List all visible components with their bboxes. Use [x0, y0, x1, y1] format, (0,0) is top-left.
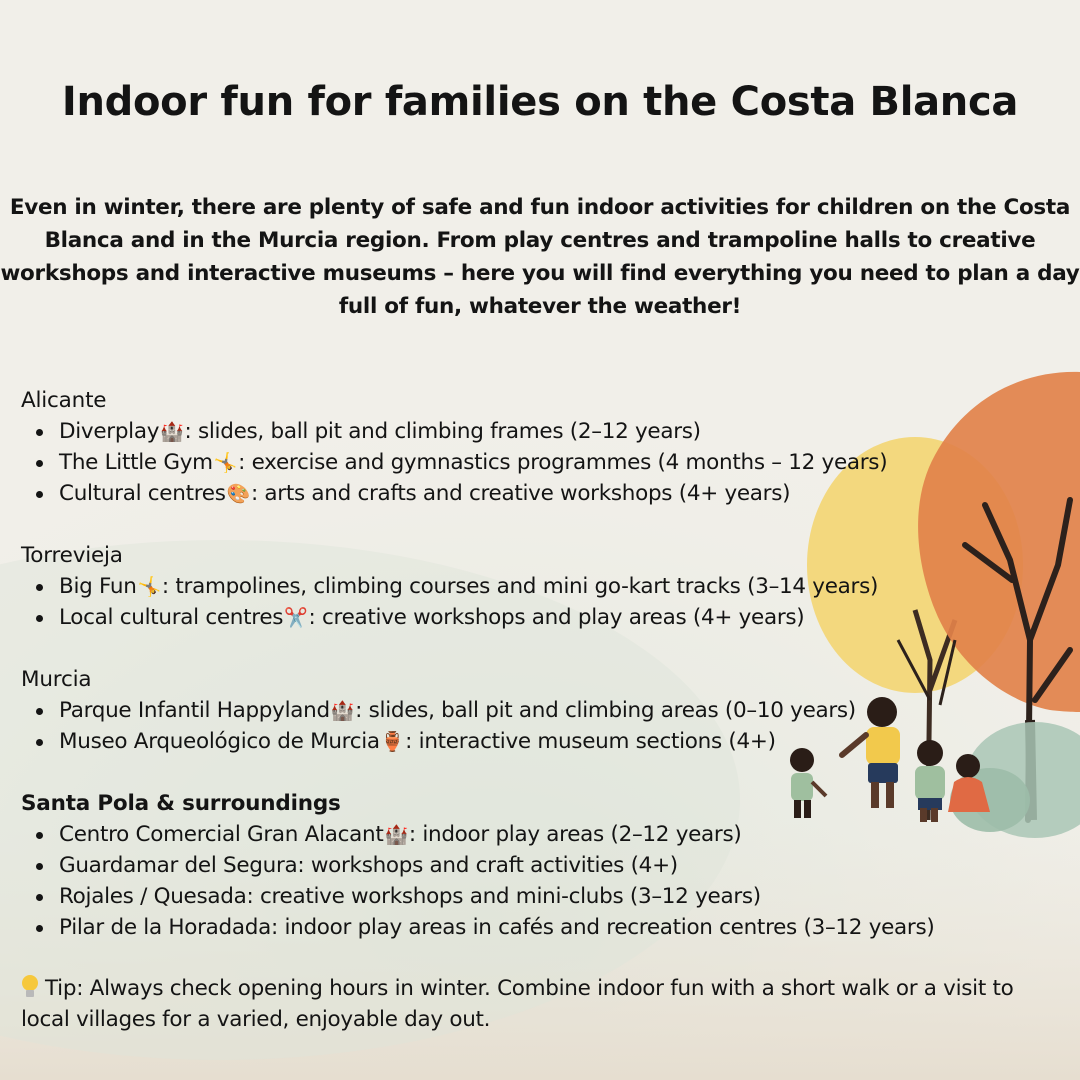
venue-name: Diverplay	[59, 419, 160, 444]
venue-description: : indoor play areas (2–12 years)	[408, 822, 742, 847]
section-alicante	[21, 385, 1061, 509]
venue-description: : interactive museum sections (4+)	[405, 729, 776, 754]
list-item	[21, 571, 1061, 602]
tip-text: Tip: Always check opening hours in winter. Combine indoor fun with a short walk or a visit to local villages for a varied, enjoyable day out.	[21, 976, 1014, 1032]
castle-icon: 🏰	[160, 421, 184, 443]
castle-icon: 🏰	[330, 700, 355, 722]
venue-description: : creative workshops and mini-clubs (3–12 years)	[246, 884, 761, 909]
activity-list	[21, 571, 1061, 633]
venue-description: : workshops and craft activities (4+)	[297, 853, 678, 878]
venue-name: Rojales / Quesada	[59, 884, 247, 909]
list-item	[21, 478, 1061, 509]
list-item	[21, 819, 1061, 850]
venue-description: : slides, ball pit and climbing areas (0–10 years)	[355, 698, 856, 723]
list-item	[21, 881, 1061, 912]
section-santa-pola-surroundings	[21, 788, 1061, 943]
venue-name: Pilar de la Horadada	[59, 915, 271, 940]
section-torrevieja	[21, 540, 1061, 633]
venue-name: Guardamar del Segura	[59, 853, 298, 878]
venue-description: : arts and crafts and creative workshops (4+ years)	[250, 481, 791, 506]
list-item	[21, 850, 1061, 881]
venue-name: The Little Gym	[59, 450, 213, 475]
palette-icon: 🎨	[226, 483, 250, 505]
activity-list	[21, 695, 1061, 757]
gymnast-icon: 🤸	[137, 576, 161, 598]
venue-name: Parque Infantil Happyland	[59, 698, 330, 723]
section-heading: Santa Pola & surroundings	[21, 791, 341, 816]
castle-icon: 🏰	[384, 824, 408, 846]
amphora-icon: 🏺	[380, 731, 405, 753]
page-title: Indoor fun for families on the Costa Blanca	[61, 79, 1019, 125]
intro-paragraph: Even in winter, there are plenty of safe and fun indoor activities for children on the Costa Blanca and in the Murcia region. From play centres and trampoline halls to creative workshops and interactive museums – here you will find everything you need to plan a day full of fun, whatever the weather!	[0, 195, 1080, 319]
section-heading: Alicante	[21, 388, 107, 413]
venue-name: Big Fun	[59, 574, 137, 599]
venue-description: : slides, ball pit and climbing frames (2–12 years)	[184, 419, 701, 444]
activity-list	[21, 416, 1061, 509]
section-heading: Murcia	[21, 667, 92, 692]
lightbulb-icon	[21, 975, 39, 999]
section-murcia	[21, 664, 1061, 757]
gymnast-icon: 🤸	[213, 452, 238, 474]
venue-description: : creative workshops and play areas (4+ years)	[308, 605, 805, 630]
list-item	[21, 447, 1061, 478]
activity-sections	[21, 385, 1061, 974]
tip-paragraph	[21, 973, 1031, 1035]
section-heading: Torrevieja	[21, 543, 123, 568]
list-item	[21, 726, 1061, 757]
list-item	[21, 695, 1061, 726]
activity-list	[21, 819, 1061, 943]
list-item	[21, 912, 1061, 943]
venue-description: : exercise and gymnastics programmes (4 months – 12 years)	[238, 450, 888, 475]
list-item	[21, 602, 1061, 633]
venue-description: : indoor play areas in cafés and recreation centres (3–12 years)	[270, 915, 935, 940]
venue-name: Museo Arqueológico de Murcia	[59, 729, 380, 754]
list-item	[21, 416, 1061, 447]
scissors-icon: ✂️	[284, 607, 308, 629]
venue-name: Cultural centres	[59, 481, 226, 506]
venue-description: : trampolines, climbing courses and mini go-kart tracks (3–14 years)	[161, 574, 879, 599]
venue-name: Centro Comercial Gran Alacant	[59, 822, 384, 847]
venue-name: Local cultural centres	[59, 605, 284, 630]
